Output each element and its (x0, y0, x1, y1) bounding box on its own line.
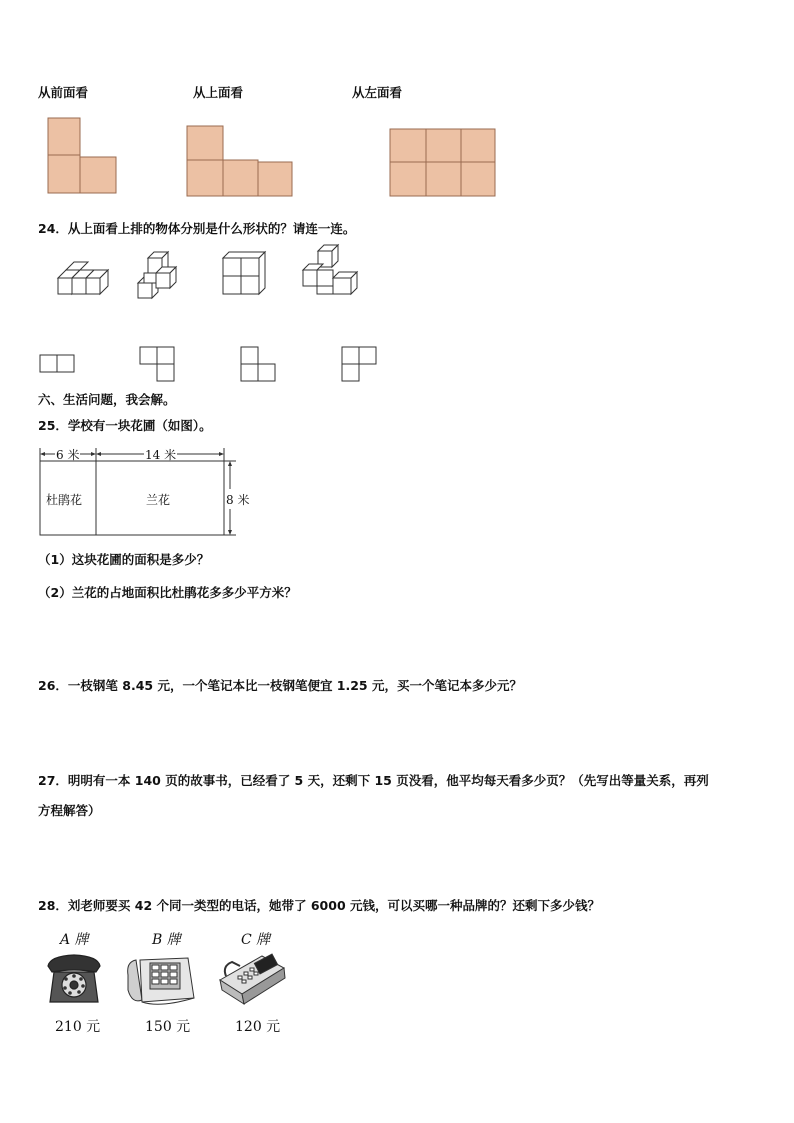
dim-height-label: 8 米 (226, 493, 250, 507)
phone-brand-b: B 牌 (152, 932, 181, 948)
question-27-line-2: 方程解答） (38, 803, 101, 818)
phone-brand-a: A 牌 (60, 932, 89, 948)
phone-price-c: 120 元 (235, 1019, 281, 1035)
phone-price-b: 150 元 (145, 1019, 191, 1035)
phone-brand-c: C 牌 (241, 932, 271, 948)
question-26: 26．一枝钢笔 8.45 元，一个笔记本比一枝钢笔便宜 1.25 元，买一个笔记本多少元？ (38, 678, 522, 693)
question-28: 28．刘老师要买 42 个同一类型的电话，她带了 6000 元钱，可以买哪一种品牌的？还剩下多少钱？ (38, 898, 600, 913)
keypad-phone-icon (128, 958, 194, 1004)
phone-price-a: 210 元 (55, 1019, 101, 1035)
question-24: 24．从上面看上排的物体分别是什么形状的？请连一连。 (38, 221, 356, 236)
left-view-label: 从左面看 (352, 85, 403, 100)
question-25: 25．学校有一块花圃（如图）。 (38, 418, 212, 433)
question-25-sub-2: （2）兰花的占地面积比杜鹃花多多少平方米？ (38, 585, 297, 600)
orchid-label: 兰花 (146, 493, 171, 507)
azalea-label: 杜鹃花 (46, 493, 83, 507)
question-25-sub-1: （1）这块花圃的面积是多少？ (38, 552, 210, 567)
front-view-label: 从前面看 (38, 85, 89, 100)
dim-right-label: 14 米 (145, 448, 177, 462)
office-phone-icon (220, 954, 285, 1004)
top-view-label: 从上面看 (193, 85, 244, 100)
dim-left-label: 6 米 (56, 448, 80, 462)
question-27-line-1: 27．明明有一本 140 页的故事书，已经看了 5 天，还剩下 15 页没看，他平均每天看多少页？（先写出等量关系，再列 (38, 773, 709, 788)
rotary-phone-icon (48, 955, 100, 1002)
section-six-title: 六、生活问题，我会解。 (38, 392, 176, 407)
